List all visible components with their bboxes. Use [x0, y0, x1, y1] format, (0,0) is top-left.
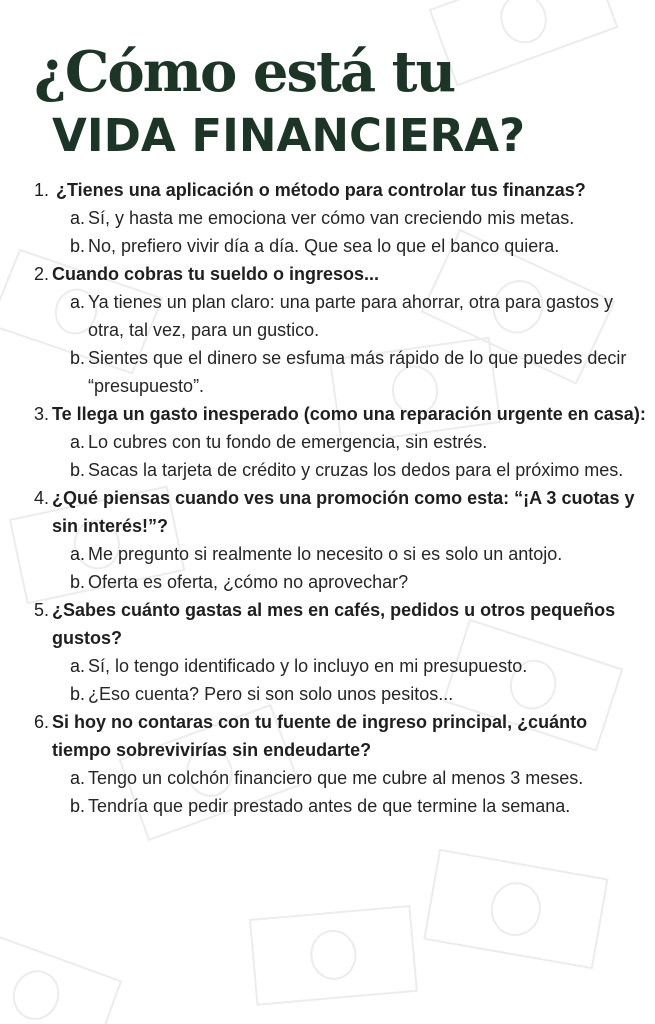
option-letter: b.	[70, 796, 86, 816]
option-text: Tengo un colchón financiero que me cubre al menos 3 meses.	[88, 768, 584, 788]
option-text: Ya tienes un plan claro: una parte para ahorrar, otra para gastos y otra, tal vez, para un gustico.	[88, 292, 613, 340]
option-letter: a.	[70, 208, 86, 228]
option-text: Sacas la tarjeta de crédito y cruzas los dedos para el próximo mes.	[88, 460, 624, 480]
option-letter: a.	[70, 544, 86, 564]
option-letter: b.	[70, 460, 86, 480]
option-a	[34, 764, 646, 792]
option-letter: a.	[70, 432, 86, 452]
question-number: 5.	[34, 600, 50, 620]
option-b	[34, 680, 646, 708]
question-1	[34, 176, 646, 260]
option-text: Me pregunto si realmente lo necesito o si es solo un antojo.	[88, 544, 563, 564]
option-letter: b.	[70, 236, 86, 256]
question-6	[34, 708, 646, 820]
question-4	[34, 484, 646, 596]
option-text: Sí, lo tengo identificado y lo incluyo en mi presupuesto.	[88, 656, 528, 676]
option-a	[34, 652, 646, 680]
question-2	[34, 260, 646, 400]
banknote-icon	[424, 850, 607, 968]
option-letter: b.	[70, 572, 86, 592]
question-5	[34, 596, 646, 708]
option-b	[34, 344, 646, 400]
option-text: Lo cubres con tu fondo de emergencia, sin estrés.	[88, 432, 488, 452]
question-text: Si hoy no contaras con tu fuente de ingreso principal, ¿cuánto tiempo sobrevivirías sin endeudarte?	[52, 712, 588, 760]
question-list	[34, 176, 646, 820]
option-text: Sí, y hasta me emociona ver cómo van creciendo mis metas.	[88, 208, 575, 228]
option-letter: b.	[70, 684, 86, 704]
option-a	[34, 540, 646, 568]
page-title-line-2: VIDA FINANCIERA?	[52, 109, 526, 162]
page-title-line-1: ¿Cómo está tu	[34, 39, 455, 105]
option-letter: a.	[70, 768, 86, 788]
question-number: 3.	[34, 404, 50, 424]
question-number: 6.	[34, 712, 50, 732]
banknote-icon	[430, 0, 617, 85]
option-a	[34, 288, 646, 344]
banknote-icon	[250, 906, 417, 1005]
question-number: 2.	[34, 264, 50, 284]
option-letter: a.	[70, 292, 86, 312]
question-text: ¿Sabes cuánto gastas al mes en cafés, pedidos u otros pequeños gustos?	[52, 600, 616, 648]
option-a	[34, 204, 646, 232]
option-b	[34, 456, 646, 484]
option-text: No, prefiero vivir día a día. Que sea lo que el banco quiera.	[88, 236, 560, 256]
question-text: ¿Tienes una aplicación o método para controlar tus finanzas?	[56, 180, 586, 200]
option-letter: a.	[70, 656, 86, 676]
option-b	[34, 232, 646, 260]
option-b	[34, 792, 646, 820]
question-text: Te llega un gasto inesperado (como una reparación urgente en casa):	[52, 404, 646, 424]
option-text: Oferta es oferta, ¿cómo no aprovechar?	[88, 572, 409, 592]
option-letter: b.	[70, 348, 86, 368]
question-number: 1.	[34, 180, 50, 200]
question-text: Cuando cobras tu sueldo o ingresos...	[52, 264, 380, 284]
option-a	[34, 428, 646, 456]
question-number: 4.	[34, 488, 50, 508]
banknote-icon	[0, 930, 121, 1024]
option-b	[34, 568, 646, 596]
option-text: Sientes que el dinero se esfuma más rápido de lo que puedes decir “presupuesto”.	[88, 348, 627, 396]
question-3	[34, 400, 646, 484]
option-text: ¿Eso cuenta? Pero si son solo unos pesitos...	[88, 684, 454, 704]
option-text: Tendría que pedir prestado antes de que termine la semana.	[88, 796, 571, 816]
question-text: ¿Qué piensas cuando ves una promoción como esta: “¡A 3 cuotas y sin interés!”?	[52, 488, 635, 536]
